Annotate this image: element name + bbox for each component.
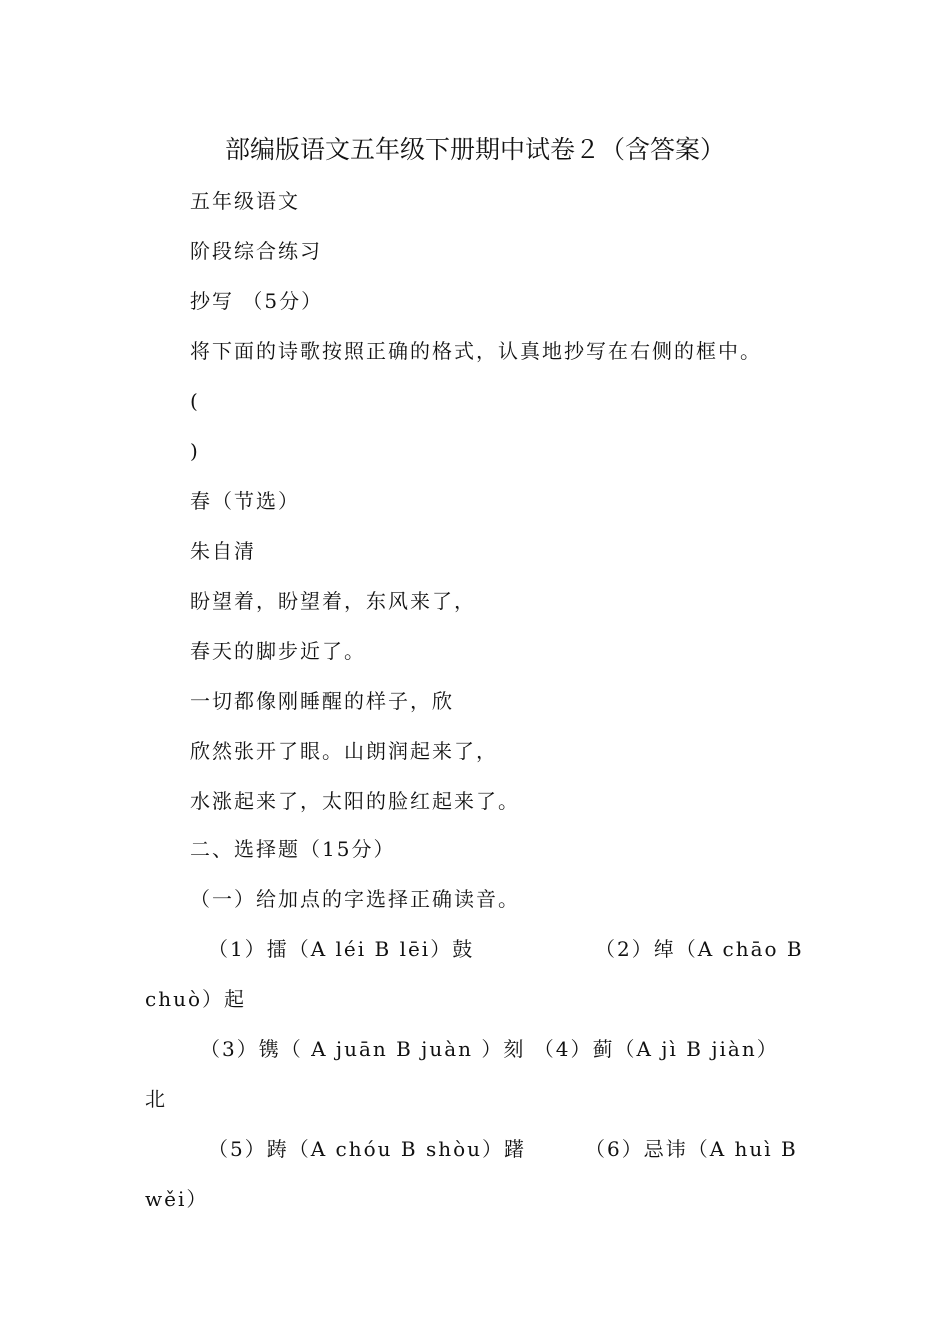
poem-line: 水涨起来了，太阳的脸红起来了。 <box>190 789 520 813</box>
question-item: （2）绰（A chāo B <box>595 937 804 961</box>
text-line: 五年级语文 <box>190 189 300 213</box>
question-item-continuation: wěi） <box>145 1187 209 1211</box>
poem-line: 春天的脚步近了。 <box>190 639 366 663</box>
document-title: 部编版语文五年级下册期中试卷２（含答案） <box>224 135 725 164</box>
text-line: 将下面的诗歌按照正确的格式，认真地抄写在右侧的框中。 <box>190 339 762 363</box>
question-item-continuation: chuò）起 <box>145 987 247 1011</box>
question-item: （5）踌（A chóu B shòu）躇 <box>208 1137 527 1161</box>
question-instruction: （一）给加点的字选择正确读音。 <box>190 887 520 911</box>
section-heading: 二、选择题（15分） <box>190 837 396 861</box>
poem-title: 春（节选） <box>190 489 300 513</box>
question-item: （3）镌（ A juān B juàn ）刻 （4）蓟（A jì B jiàn） <box>200 1037 779 1061</box>
poem-line: 欣然张开了眼。山朗润起来了， <box>190 739 498 763</box>
question-item: （6）忌讳（A huì B <box>585 1137 798 1161</box>
question-item-continuation: 北 <box>145 1087 167 1111</box>
text-line: ) <box>190 439 200 463</box>
poem-line: 盼望着，盼望着，东风来了， <box>190 589 476 613</box>
poem-author: 朱自清 <box>190 539 256 563</box>
text-line: 阶段综合练习 <box>190 239 322 263</box>
text-line: ( <box>190 389 200 413</box>
question-item: （1）擂（A léi B lēi）鼓 <box>208 937 475 961</box>
poem-line: 一切都像刚睡醒的样子，欣 <box>190 689 454 713</box>
text-line: 抄写 （5分） <box>190 289 324 313</box>
